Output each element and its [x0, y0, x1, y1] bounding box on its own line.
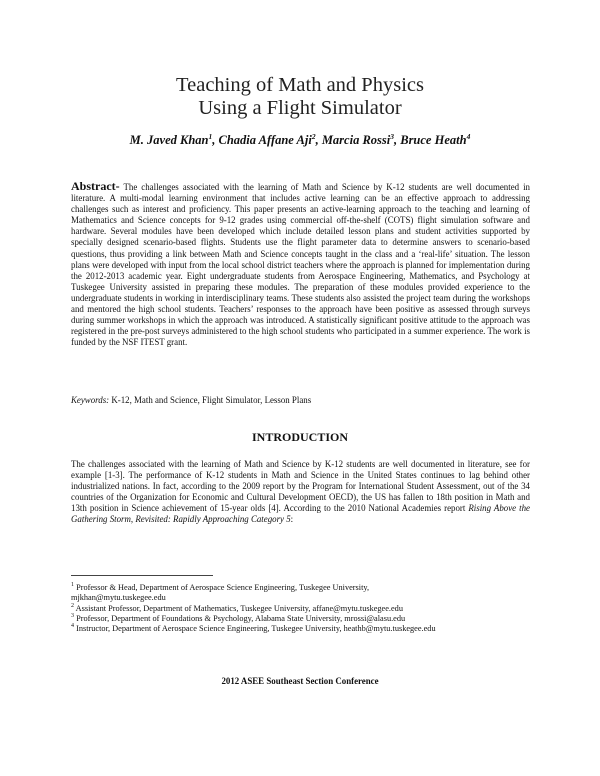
- footnote-1-email: mjkhan@mytu.tuskegee.edu: [71, 593, 166, 603]
- cited-report-title: Rising Above the Gathering Storm, Revisited: Rapidly Approaching Category 5: [71, 503, 530, 525]
- introduction-text: The challenges associated with the learning of Math and Science by K-12 students are well documented in literature, see for example [1-3]. The performance of K-12 students in Math and Science in the United States continues to lag behind other industrialized nations. In fact, according to the 2009 report by the Program for International Student Assessment, out of the 34 countries of the Organization for Economic and Cultural Development OECD), the US has fallen to 18th position in Math and 13th position in Science achievement of 15-year olds [4]. According to the 2010 National Academies report: [71, 459, 530, 514]
- footnote-text: Assistant Professor, Department of Mathematics, Tuskegee University, affane@mytu.tuskegee.edu: [74, 603, 403, 613]
- footnote-text: Professor & Head, Department of Aerospace Science Engineering, Tuskegee University,: [74, 583, 370, 592]
- footnote-divider: [71, 575, 213, 576]
- footnote-text: Instructor, Department of Aerospace Science Engineering, Tuskegee University, heathb@mytu.tuskegee.edu: [74, 624, 436, 634]
- footnotes: [71, 583, 531, 634]
- author-affiliation-marker: 3: [390, 131, 394, 141]
- author-affiliation-marker: 2: [311, 131, 316, 141]
- author-name: Bruce Heath: [400, 133, 467, 147]
- footnote-2: [71, 604, 531, 614]
- footnote-marker: 1: [71, 582, 74, 589]
- author-affiliation-marker: 4: [466, 131, 471, 141]
- paper-title: [0, 74, 600, 120]
- author-affiliation-marker: 1: [208, 131, 213, 141]
- abstract-paragraph: [71, 181, 530, 348]
- footnote-marker: 2: [71, 602, 74, 609]
- footnote-1: [71, 583, 531, 593]
- footnote-marker: 4: [71, 623, 74, 630]
- keywords-line: [71, 395, 530, 406]
- conference-footer: 2012 ASEE Southeast Section Conference: [221, 676, 379, 686]
- keywords-label: Keywords:: [71, 395, 110, 405]
- footnote-3: [71, 614, 531, 624]
- abstract-text: The challenges associated with the learning of Math and Science by K-12 students are well documented in literature. A multi-modal learning environment that includes active learning can be an effective approach to addressing challenges such as interest and proficiency. This paper presents an active-learning approach to the teaching and learning of Mathematics and Science concepts for 9-12 grades using commercial off-the-shelf (COTS) flight simulation software and hardware. Several modules have been developed which include detailed lesson plans and student activities supported by specially designed scenario-based flights. Students use the flight parameter data to determine answers to scenario-based questions, thus providing a link between Math and Science concepts taught in the class and a ‘real-life’ situation. The lesson plans were developed with input from the local school district teachers where the approach is planned for implementation during the 2012-2013 academic year. Eight undergraduate students from Aerospace Engineering, Mathematics, and Psychology at Tuskegee University assisted in preparing these modules. The preparation of these modules provided experience to the undergraduate students in working in interdisciplinary teams. These students also assisted the project team during the workshops and mentored the high school students. Teachers’ responses to the approach have been positive as assessed through surveys during summer workshops in which the approach was introduced. A statistically significant positive attitude to the approach was registered in the pre-post surveys administered to the high school students who participated in a summer experience. The work is funded by the NSF ITEST grant.: [71, 182, 530, 348]
- author-name: Chadia Affane Aji: [218, 133, 312, 147]
- abstract-label: Abstract-: [71, 179, 120, 193]
- author-list: M. Javed Khan$^1$, Chadia Affane Aji$^2$, Marcia Rossi$^3$, Bruce Heath$^4$: [129, 131, 471, 147]
- footnote-marker: 3: [71, 613, 74, 620]
- title-line-2: Using a Flight Simulator: [198, 97, 402, 119]
- introduction-paragraph: The challenges associated with the learning of Math and Science by K-12 students are well documented in literature, see for example [1-3]. The performance of K-12 students in Math and Science in the United States continues to lag behind other industrialized nations. In fact, according to the 2009 report by the Program for International Student Assessment, out of the 34 countries of the Organization for Economic and Cultural Development OECD), the US has fallen to 18th position in Math and 13th position in Science achievement of 15-year olds [4]. According to the 2010 National Academies report Rising Above the Gathering Storm, Revisited: Rapidly Approaching Category 5:: [71, 459, 530, 525]
- author-name: M. Javed Khan: [129, 133, 209, 147]
- title-line-1: Teaching of Math and Physics: [176, 74, 424, 96]
- author-name: Marcia Rossi: [321, 133, 391, 147]
- keywords-text: K-12, Math and Science, Flight Simulator, Lesson Plans: [109, 395, 312, 405]
- footnote-4: [71, 624, 531, 634]
- section-heading-introduction: INTRODUCTION: [251, 430, 348, 444]
- footnote-text: Professor, Department of Foundations & Psychology, Alabama State University, mrossi@alasu.edu: [74, 613, 406, 623]
